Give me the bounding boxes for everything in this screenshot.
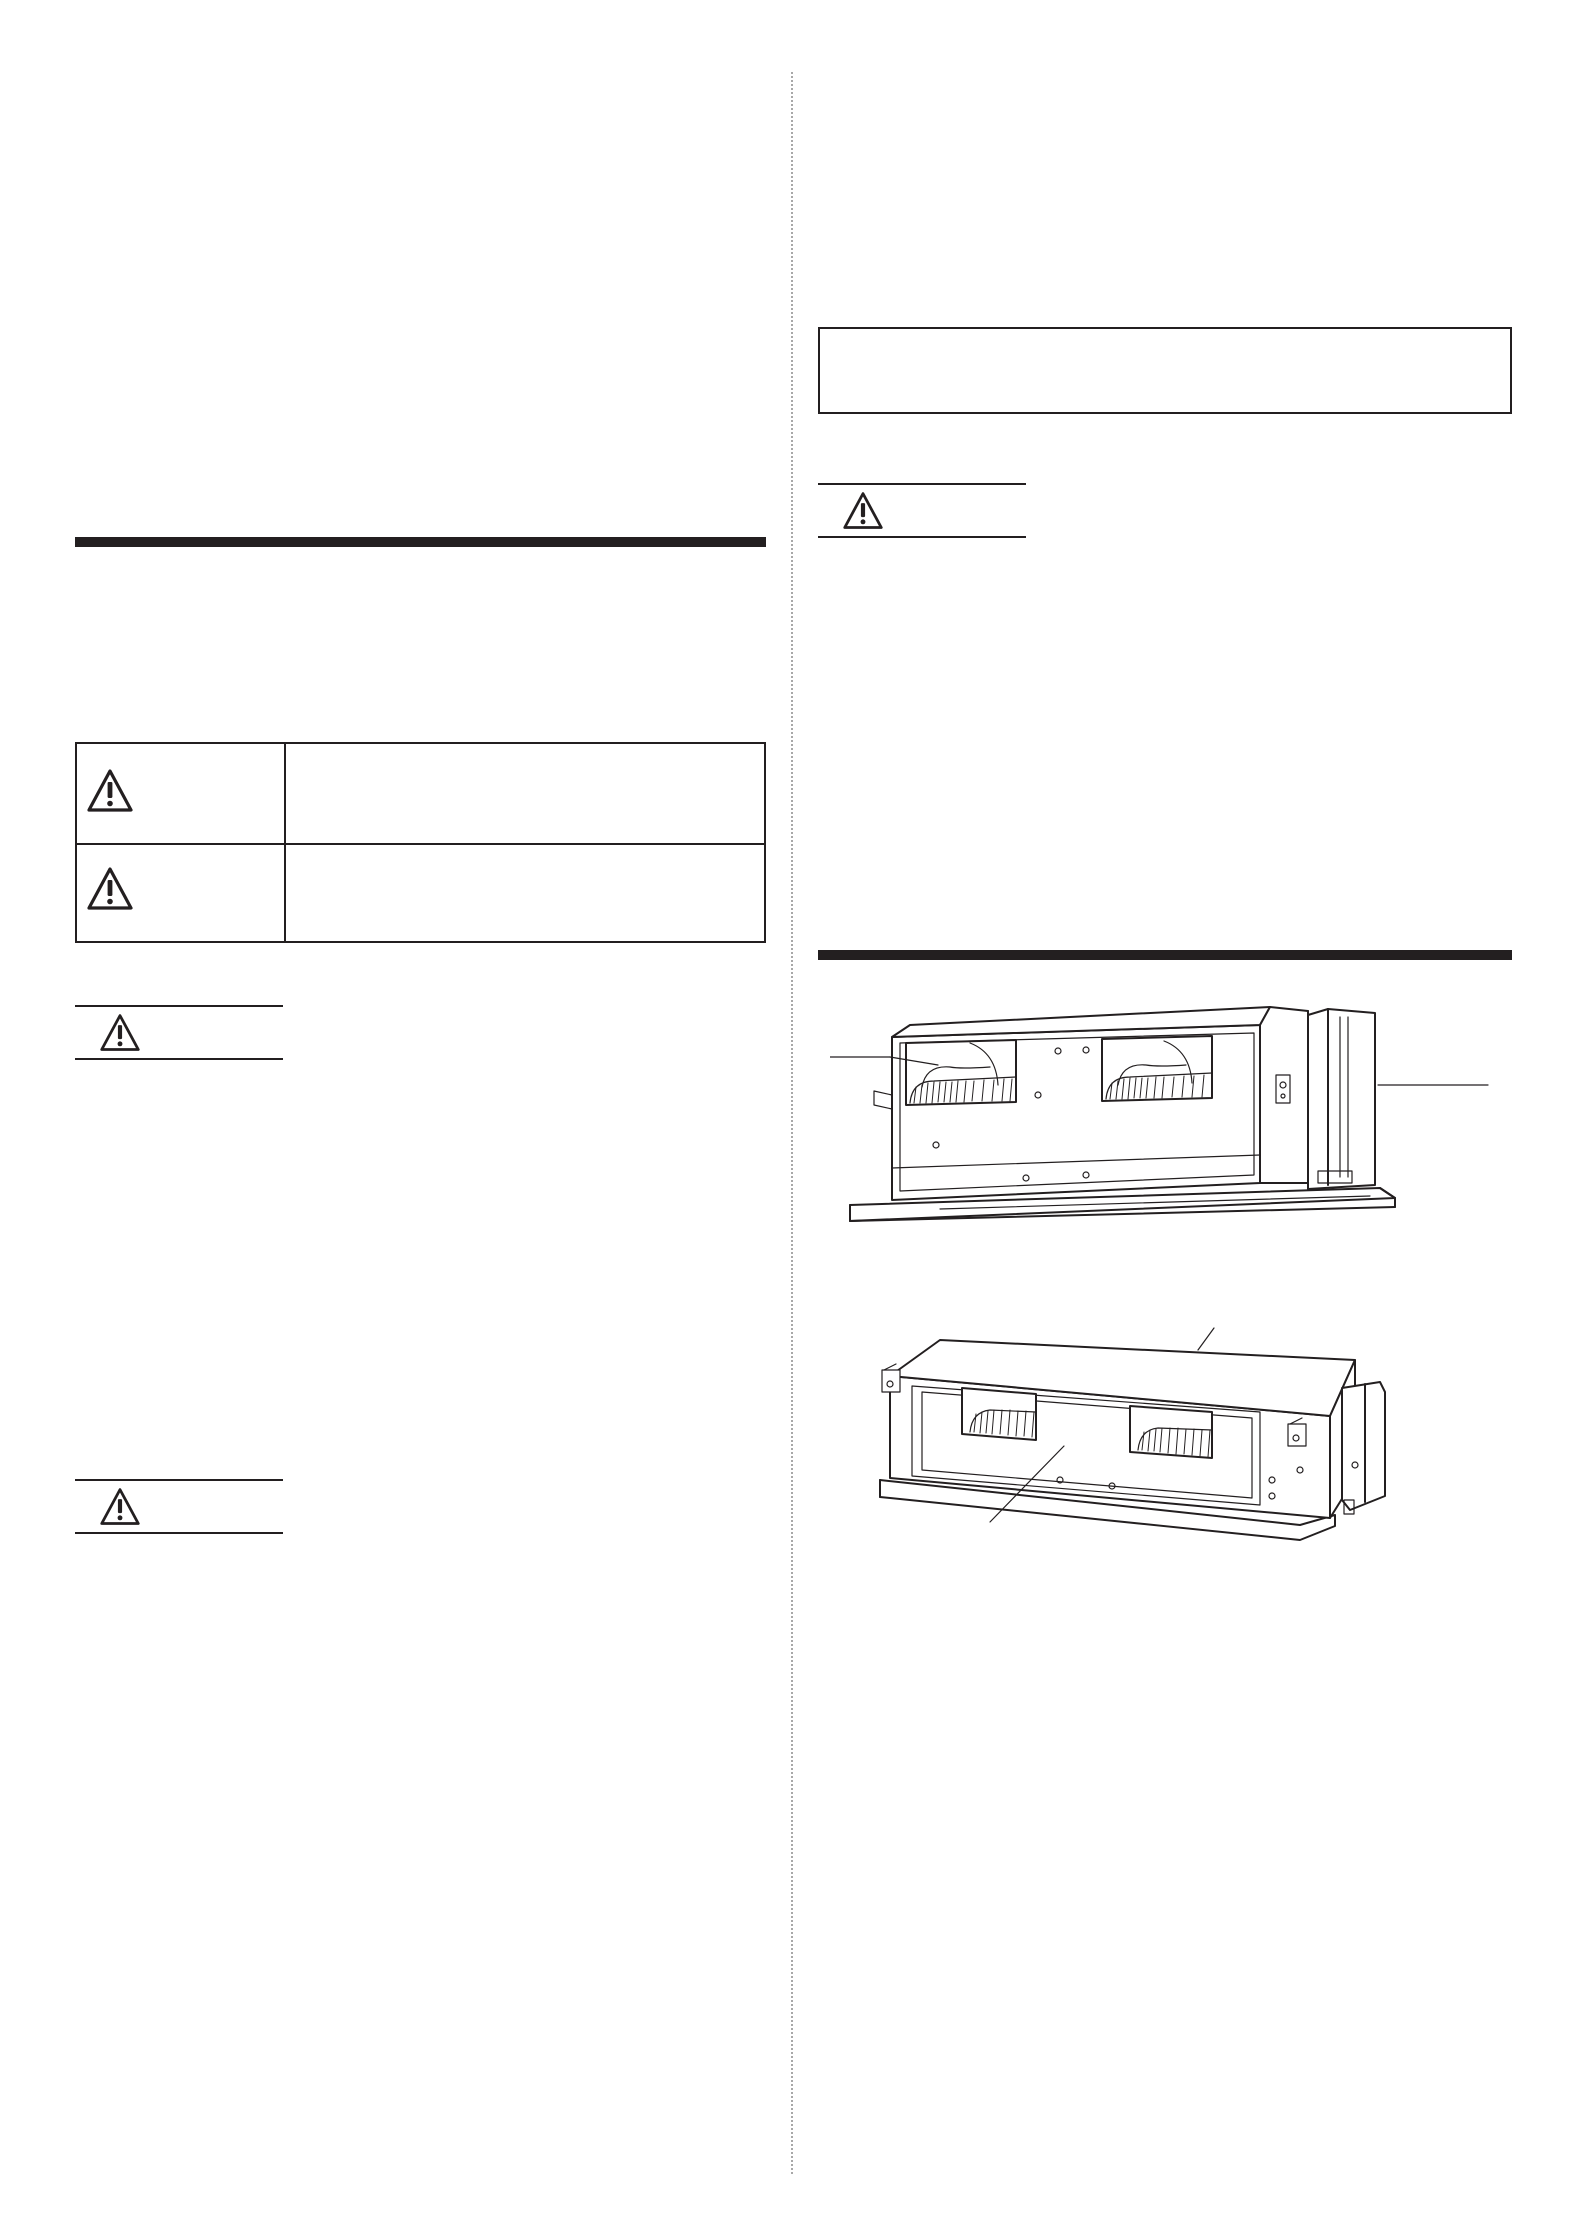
indoor-unit-illustration-rear	[860, 1300, 1420, 1570]
warning-triangle-icon	[86, 866, 134, 917]
warning-triangle-icon	[842, 491, 884, 536]
badge-rule-top	[818, 483, 1026, 485]
table-row-divider	[77, 843, 764, 845]
badge-rule-bottom	[75, 1532, 283, 1534]
badge-rule-top	[75, 1479, 283, 1481]
warning-triangle-icon	[99, 1487, 141, 1532]
safety-symbols-table	[75, 742, 766, 943]
badge-rule-top	[75, 1005, 283, 1007]
section-heading-bar	[75, 537, 766, 547]
column-divider	[791, 72, 793, 2174]
notice-box	[818, 327, 1512, 414]
badge-rule-bottom	[818, 536, 1026, 538]
warning-badge	[75, 1005, 283, 1060]
section-heading-bar	[818, 950, 1512, 960]
badge-rule-bottom	[75, 1058, 283, 1060]
warning-triangle-icon	[99, 1013, 141, 1058]
warning-triangle-icon	[86, 768, 134, 819]
indoor-unit-illustration-front	[830, 995, 1490, 1245]
warning-badge	[818, 483, 1026, 538]
warning-badge	[75, 1479, 283, 1534]
